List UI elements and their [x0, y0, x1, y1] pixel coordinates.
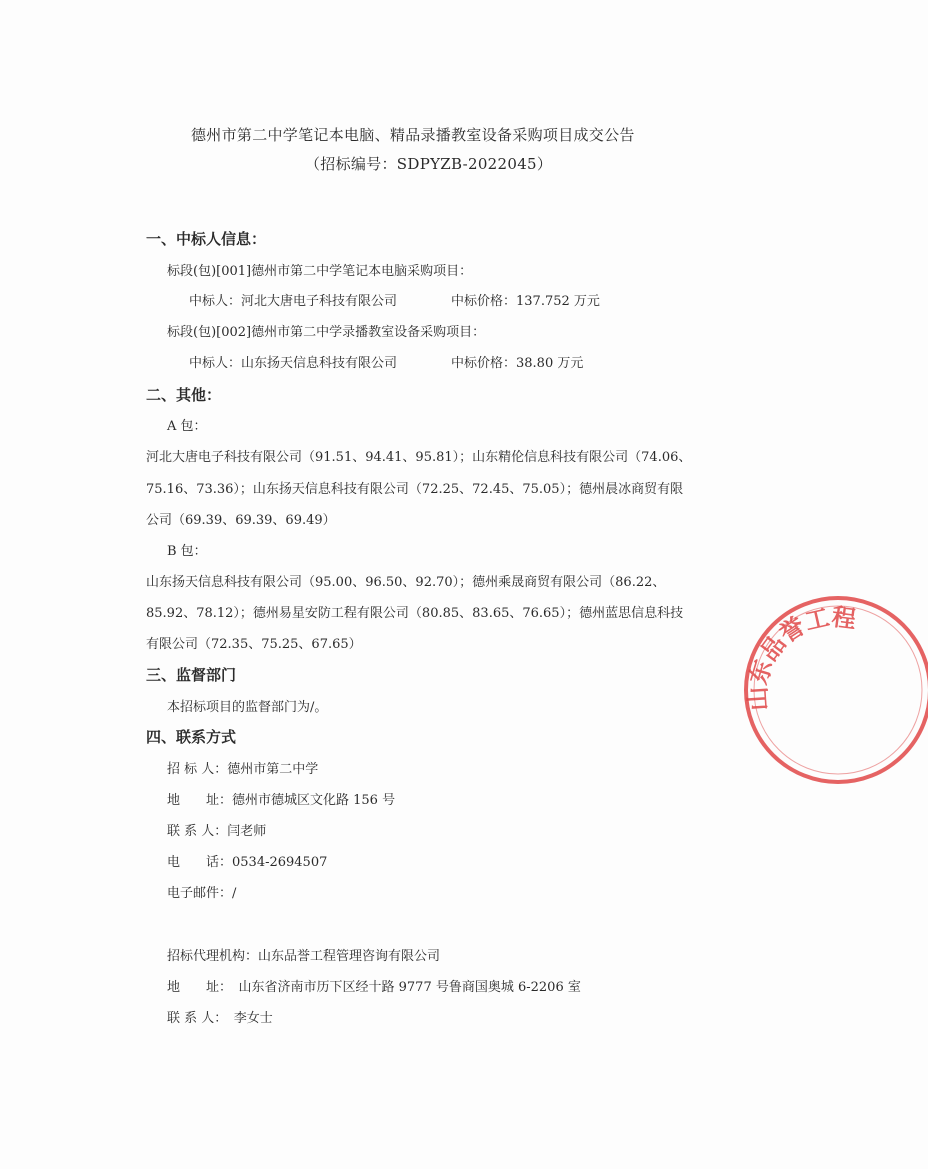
- section-contact-heading: 四、联系方式: [146, 728, 237, 746]
- buyer-address: 地 址：德州市德城区文化路 156 号: [167, 793, 396, 808]
- lot1-winner: 中标人：河北大唐电子科技有限公司: [189, 294, 398, 309]
- package-b-line: 山东扬天信息科技有限公司（95.00、96.50、92.70）；德州乘晟商贸有限公司（86.22、: [146, 575, 666, 590]
- lot2-title: 标段(包)[002]德州市第二中学录播教室设备采购项目：: [167, 325, 486, 340]
- lot2-winner: 中标人：山东扬天信息科技有限公司: [189, 356, 398, 371]
- package-b-line: 有限公司（72.35、75.25、67.65）: [146, 637, 362, 652]
- agency-address: 地 址： 山东省济南市历下区经十路 9777 号鲁商国奥城 6-2206 室: [167, 980, 581, 995]
- agency-contact: 联 系 人： 李女士: [167, 1011, 273, 1026]
- buyer: 招 标 人：德州市第二中学: [167, 762, 319, 777]
- seal-text: 山东品誉工程: [743, 602, 858, 712]
- supervision-text: 本招标项目的监督部门为/。: [167, 700, 328, 715]
- section-supervision-heading: 三、监督部门: [146, 666, 237, 684]
- section-other-heading: 二、其他：: [146, 386, 222, 404]
- buyer-contact: 联 系 人：闫老师: [167, 824, 267, 839]
- package-a-label: A 包：: [167, 419, 207, 434]
- package-b-label: B 包：: [167, 544, 207, 559]
- section-winner-heading: 一、中标人信息：: [146, 230, 267, 248]
- document-title: 德州市第二中学笔记本电脑、精品录播教室设备采购项目成交公告: [191, 126, 635, 144]
- lot1-title: 标段(包)[001]德州市第二中学笔记本电脑采购项目：: [167, 264, 473, 279]
- buyer-phone: 电 话：0534-2694507: [167, 855, 328, 870]
- package-b-line: 85.92、78.12）；德州易星安防工程有限公司（80.85、83.65、76.65）；德州蓝思信息科技: [146, 606, 684, 621]
- package-a-line: 75.16、73.36）；山东扬天信息科技有限公司（72.25、72.45、75.05）；德州晨冰商贸有限: [146, 482, 684, 497]
- package-a-line: 公司（69.39、69.39、69.49）: [146, 513, 336, 528]
- company-seal: [728, 590, 928, 790]
- package-a-line: 河北大唐电子科技有限公司（91.51、94.41、95.81）；山东精伦信息科技有限公司（74.06、: [146, 450, 692, 465]
- lot2-price: 中标价格：38.80 万元: [451, 356, 584, 371]
- tender-number: （招标编号：SDPYZB-2022045）: [305, 155, 553, 173]
- lot1-price: 中标价格：137.752 万元: [451, 294, 600, 309]
- agency: 招标代理机构：山东品誉工程管理咨询有限公司: [167, 949, 441, 964]
- buyer-email: 电子邮件：/: [167, 886, 237, 901]
